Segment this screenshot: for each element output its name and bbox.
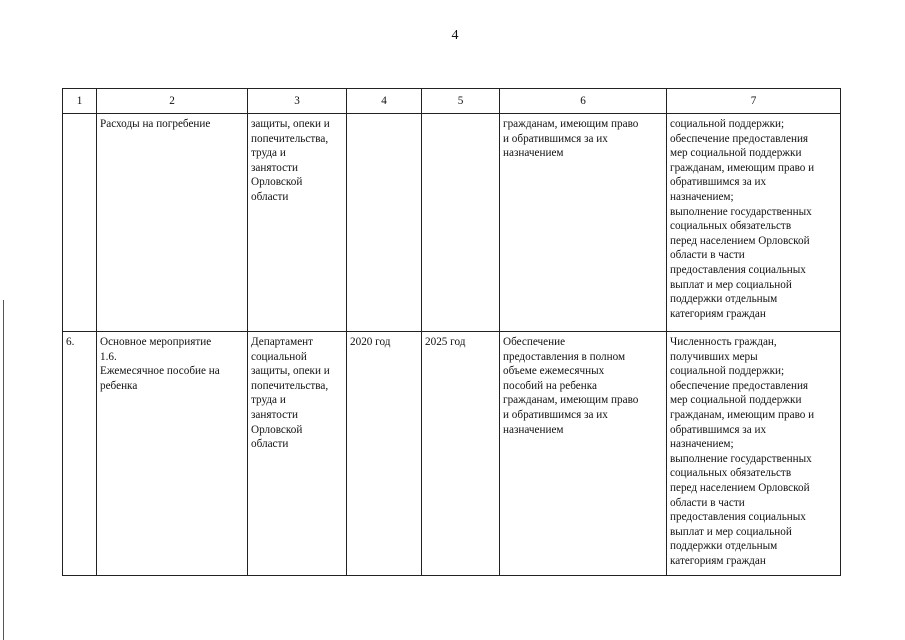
measure-name-cell: Основное мероприятие 1.6. Ежемесячное пособие на ребенка (97, 332, 248, 576)
column-header-7: 7 (667, 89, 841, 114)
column-header-6: 6 (500, 89, 667, 114)
start-year-cell (347, 114, 422, 332)
indicator-link-cell: социальной поддержки; обеспечение предоставления мер социальной поддержки гражданам, имеющим право и обратившимся за их назначением; выполнение государственных социальных обязательств перед населением Орловской области в части предоставления социальных выплат и мер социальной поддержки отдельным категориям граждан (667, 114, 841, 332)
executor-cell: защиты, опеки и попечительства, труда и занятости Орловской области (248, 114, 347, 332)
table-row (63, 114, 841, 332)
column-header-4: 4 (347, 89, 422, 114)
scan-edge-line (3, 300, 4, 640)
column-header-3: 3 (248, 89, 347, 114)
column-header-2: 2 (97, 89, 248, 114)
page-number: 4 (451, 28, 459, 43)
measures-table (62, 88, 841, 576)
end-year-cell (422, 114, 500, 332)
expected-result-cell: Обеспечение предоставления в полном объеме ежемесячных пособий на ребенка гражданам, имеющим право и обратившимся за их назначением (500, 332, 667, 576)
table-row (63, 332, 841, 576)
indicator-link-cell: Численность граждан, получивших меры социальной поддержки; обеспечение предоставления мер социальной поддержки гражданам, имеющим право и обратившимся за их назначением; выполнение государственных социальных обязательств перед населением Орловской области в части предоставления социальных выплат и мер социальной поддержки отдельным категориям граждан (667, 332, 841, 576)
column-header-5: 5 (422, 89, 500, 114)
expected-result-cell: гражданам, имеющим право и обратившимся за их назначением (500, 114, 667, 332)
header-row (63, 89, 841, 114)
row-number-cell (63, 114, 97, 332)
column-header-1: 1 (63, 89, 97, 114)
row-number-cell: 6. (63, 332, 97, 576)
executor-cell: Департамент социальной защиты, опеки и попечительства, труда и занятости Орловской области (248, 332, 347, 576)
start-year-cell: 2020 год (347, 332, 422, 576)
measure-name-cell: Расходы на погребение (97, 114, 248, 332)
end-year-cell: 2025 год (422, 332, 500, 576)
